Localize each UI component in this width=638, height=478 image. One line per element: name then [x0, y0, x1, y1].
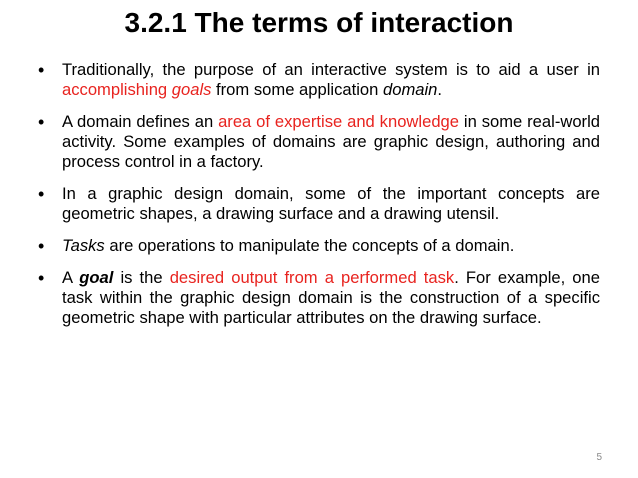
bullet-text-segment: . For example, one task within the graphic design domain is the construction of a specific geometric shape with particular attributes on the drawing surface. [62, 268, 600, 327]
highlight-text: accomplishing [62, 80, 172, 99]
bullet-list [38, 60, 600, 340]
bullet-text-segment: . [437, 80, 443, 99]
bullet-dot: • [38, 60, 45, 80]
italic-term: domain [382, 80, 438, 99]
bullet-item [38, 236, 600, 256]
bullet-text-segment: In a graphic design domain, some of the important concepts are geometric shapes, a drawing surface and a drawing utensil. [62, 184, 600, 223]
bullet-dot: • [38, 268, 45, 288]
highlight-text: area of expertise and knowledge [218, 112, 460, 131]
bullet-text-segment: Traditionally, the purpose of an interactive system is to aid a user in [62, 60, 600, 79]
slide-title: 3.2.1 The terms of interaction [124, 7, 514, 38]
bullet-item [38, 112, 600, 172]
bullet-dot: • [38, 236, 45, 256]
bullet-text-segment: are operations to manipulate the concepts of a domain. [104, 236, 515, 255]
bullet-text-segment: from some application [211, 80, 383, 99]
bullet-item [38, 60, 600, 100]
italic-term: Tasks [62, 236, 105, 255]
bullet-item [38, 184, 600, 224]
highlight-text: desired output from a performed task [169, 268, 455, 287]
bullet-text-segment: in some real-world activity. Some examples of domains are graphic design, authoring and process control in a factory. [62, 112, 601, 171]
bullet-dot: • [38, 184, 45, 204]
bullet-item [38, 268, 600, 328]
bullet-text-segment: is the [113, 268, 170, 287]
bullet-text-segment: A domain defines an [62, 112, 219, 131]
bullet-dot: • [38, 112, 45, 132]
bold-italic-term: goal [79, 268, 114, 287]
highlight-text-italic: goals [171, 80, 212, 99]
page-number: 5 [596, 452, 602, 463]
bullet-text-segment: A [62, 268, 80, 287]
